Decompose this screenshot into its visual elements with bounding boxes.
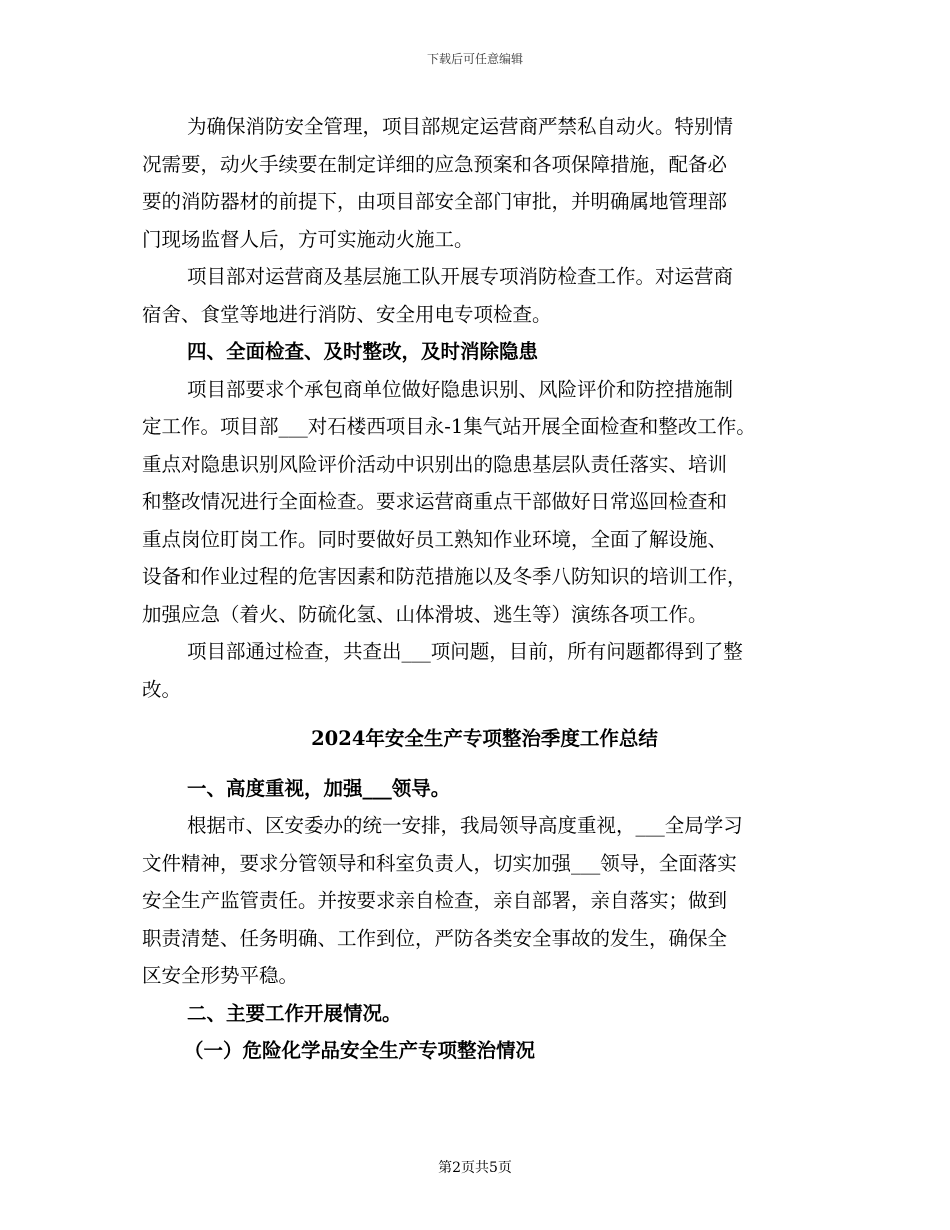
paragraph-line: 况需要，动火手续要在制定详细的应急预案和各项保障措施，配备必: [142, 152, 728, 176]
page-header: 下载后可任意编辑: [426, 52, 523, 66]
page-number-footer: 第2页共5页: [438, 1160, 512, 1176]
paragraph-line: 安全生产监管责任。并按要求亲自检查，亲自部署，亲自落实；做到: [142, 889, 728, 912]
paragraph-line: 根据市、区安委办的统一安排，我局领导高度重视，___全局学习: [187, 814, 743, 837]
paragraph-line: 文件精神，要求分管领导和科室负责人，切实加强___领导，全面落实: [142, 851, 737, 875]
subsection-heading: （一）危险化学品安全生产专项整治情况: [184, 1039, 536, 1062]
paragraph-line: 设备和作业过程的危害因素和防范措施以及冬季八防知识的培训工作，: [142, 565, 747, 588]
paragraph-line: 重点岗位盯岗工作。同时要做好员工熟知作业环境，全面了解设施、: [142, 527, 728, 551]
paragraph-line: 区安全形势平稳。: [142, 964, 299, 987]
section-heading: 四、全面检查、及时整改，及时消除隐患: [187, 340, 539, 363]
document-body: [142, 108, 827, 1070]
paragraph-line: 项目部对运营商及基层施工队开展专项消防检查工作。对运营商: [187, 265, 734, 288]
paragraph-line: 门现场监督人后，方可实施动火施工。: [142, 227, 474, 251]
section-heading: 一、高度重视，加强___领导。: [187, 776, 451, 800]
paragraph-line: 重点对隐患识别风险评价活动中识别出的隐患基层队责任落实、培训: [142, 452, 728, 476]
paragraph-line: 和整改情况进行全面检查。要求运营商重点干部做好日常巡回检查和: [142, 490, 728, 513]
paragraph-line: 宿舍、食堂等地进行消防、安全用电专项检查。: [142, 302, 552, 326]
paragraph-line: 项目部通过检查，共查出___项问题，目前，所有问题都得到了整: [187, 640, 743, 663]
paragraph-line: 要的消防器材的前提下，由项目部安全部门审批，并明确属地管理部: [142, 190, 728, 213]
paragraph-line: 加强应急（着火、防硫化氢、山体滑坡、逃生等）演练各项工作。: [142, 602, 708, 626]
document-title: 2024年安全生产专项整治季度工作总结: [311, 727, 658, 750]
paragraph-line: 职责清楚、任务明确、工作到位，严防各类安全事故的发生，确保全: [142, 926, 728, 950]
section-heading: 二、主要工作开展情况。: [187, 1001, 402, 1025]
paragraph-line: 改。: [142, 677, 182, 701]
paragraph-line: 为确保消防安全管理，项目部规定运营商严禁私自动火。特别情: [187, 115, 734, 138]
paragraph-line: 定工作。项目部___对石楼西项目永-1集气站开展全面检查和整改工作。: [142, 415, 756, 438]
paragraph-line: 项目部要求个承包商单位做好隐患识别、风险评价和防控措施制: [187, 377, 734, 401]
